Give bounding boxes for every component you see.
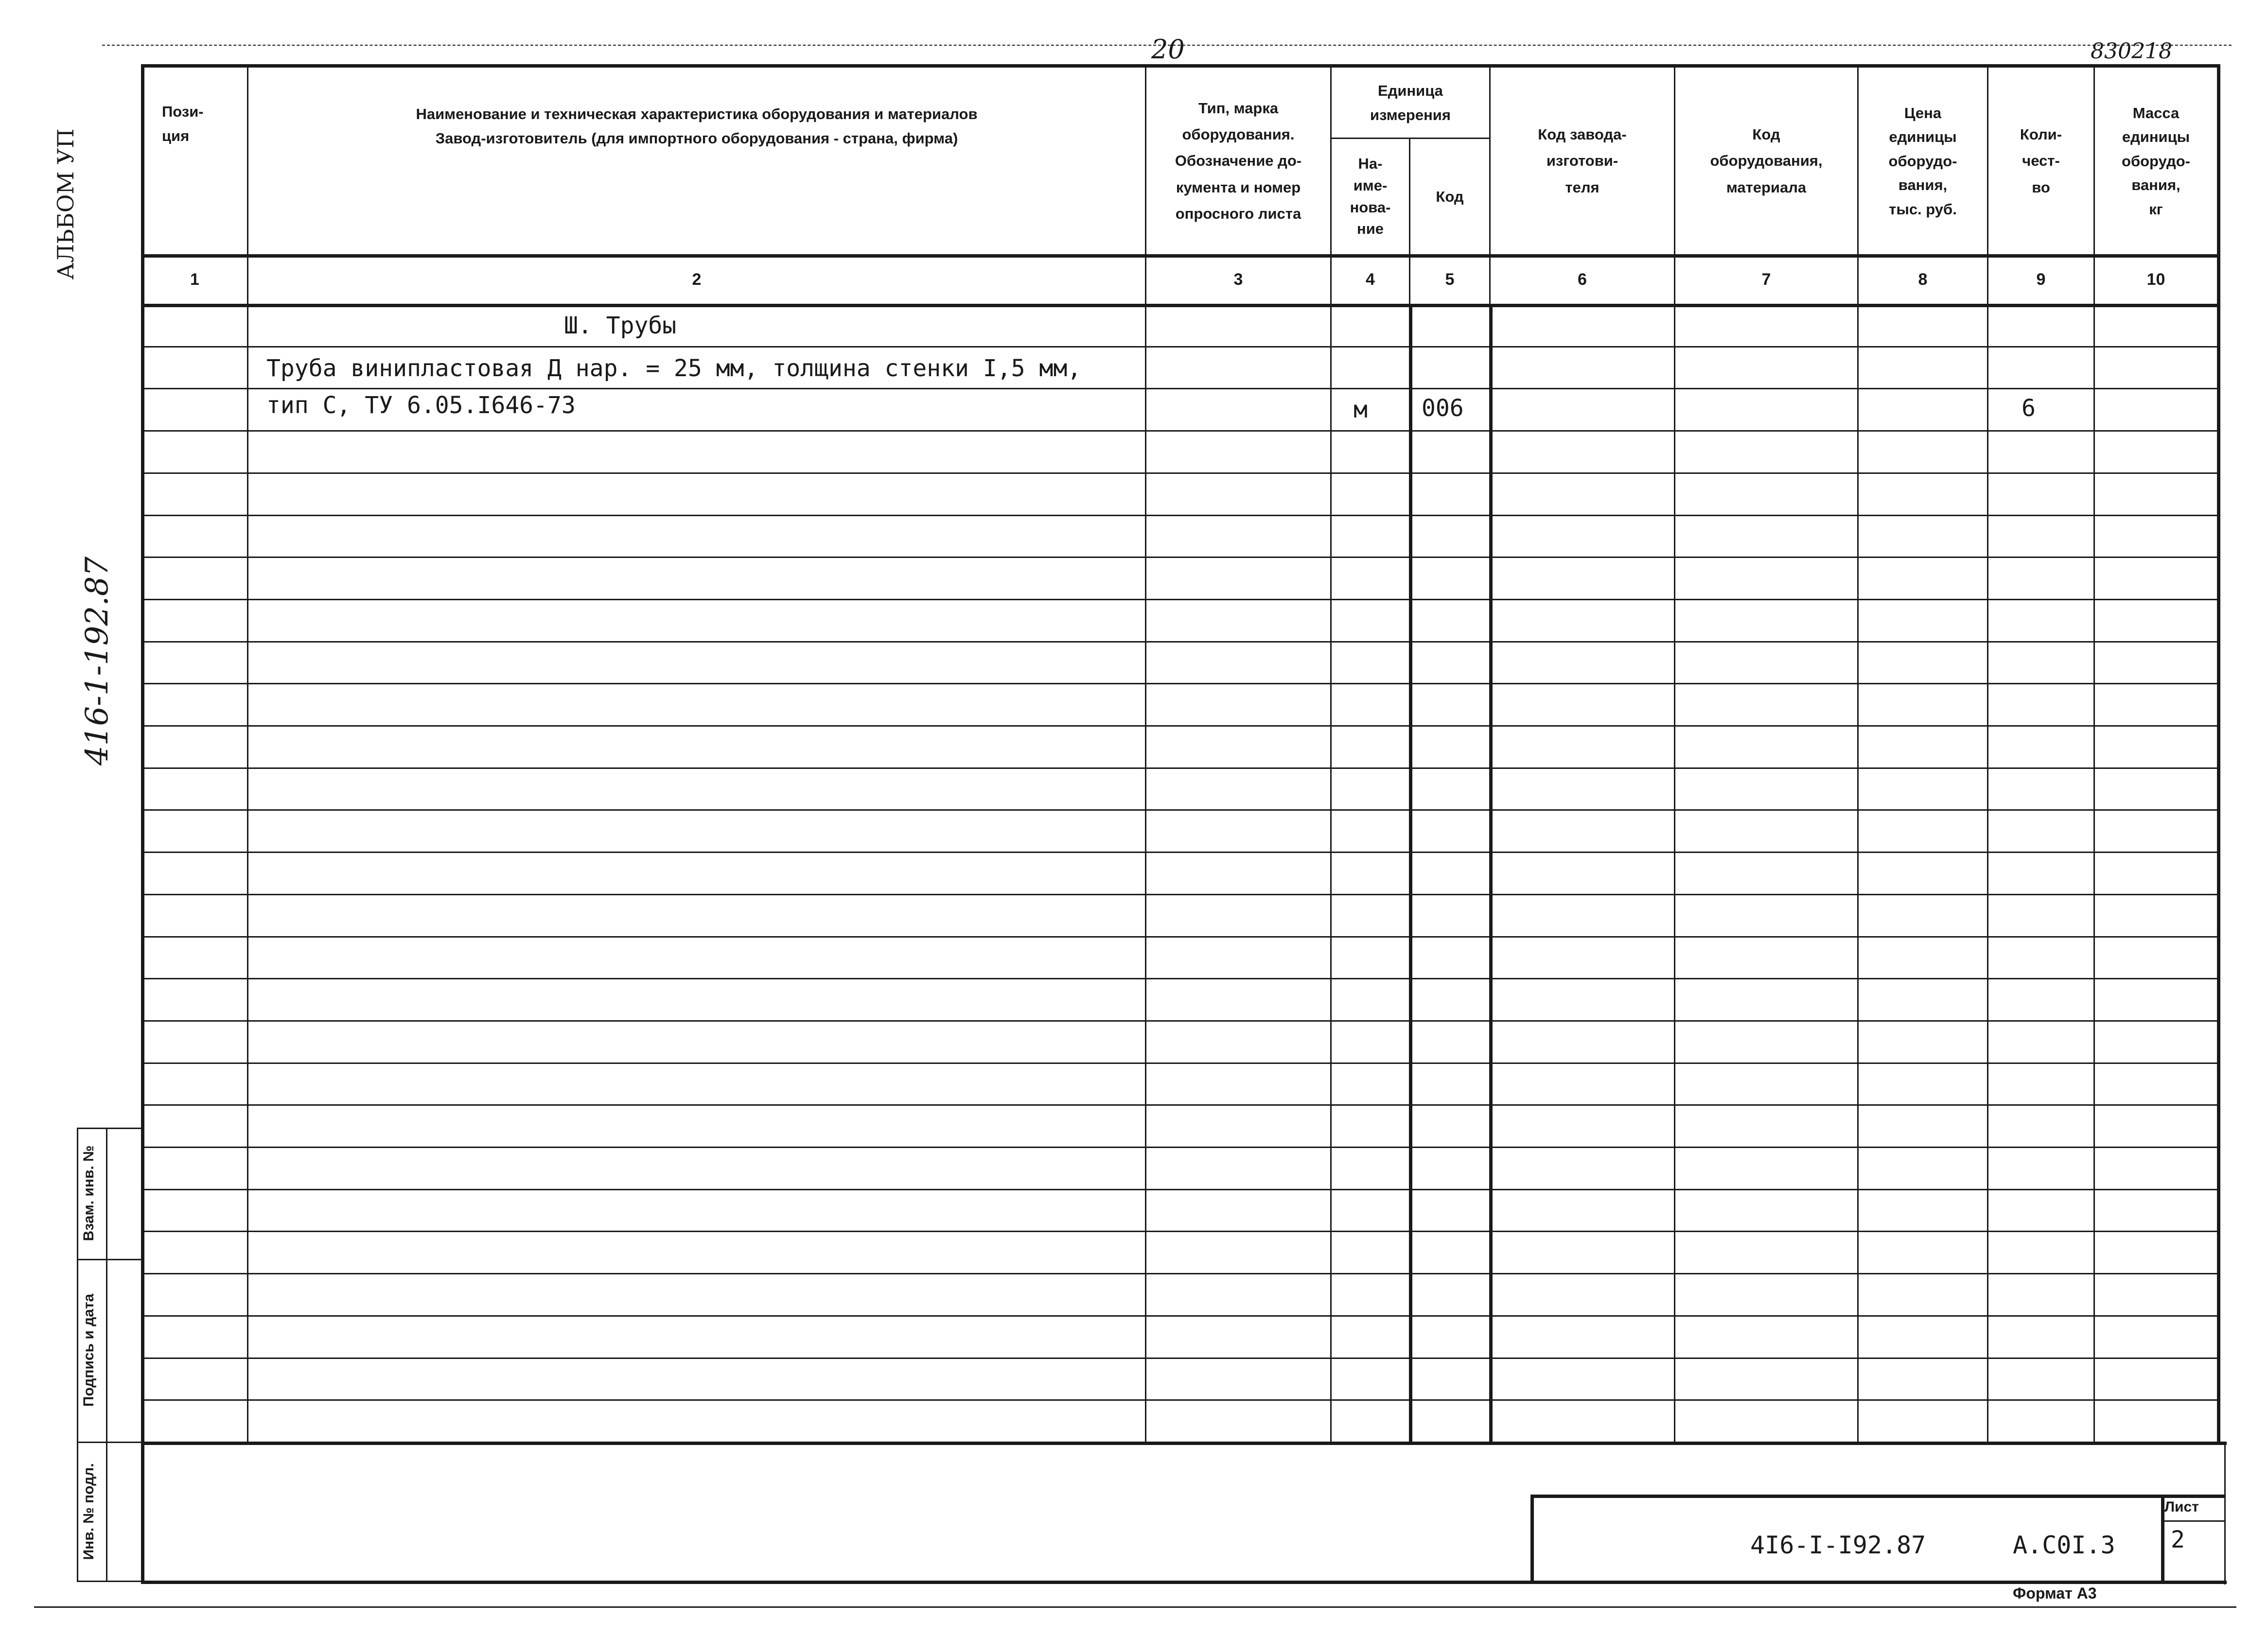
stamp-replace-inventory: Взам. инв. № [81,1145,97,1241]
header-mass: Масса единицы оборудо- вания, кг [2122,104,2190,218]
header-position: Пози- ция [162,103,204,144]
header-quantity: Коли- чест- во [2020,126,2062,196]
col-number-10: 10 [2146,270,2165,289]
header-price: Цена единицы оборудо- вания, тыс. руб. [1888,104,1957,218]
header-name: Наименование и техническая характеристика оборудования и материалов Завод-изготовитель (для импортного оборудования - страна, фирма) [416,105,978,147]
header-unit-code: Код [1436,188,1464,205]
col-number-6: 6 [1578,270,1587,289]
table-row-rule [141,1062,2217,1064]
table-row-rule [141,1231,2217,1232]
table-row-rule [141,346,2217,348]
top-right-code: 830218 [2091,39,2172,64]
format-label: Формат А3 [2013,1584,2097,1602]
header-type: Тип, марка оборудования. Обозначение до- кумента и номер опросного листа [1175,99,1302,222]
table-row-rule [141,683,2217,684]
item-description-line2: тип С, ТУ 6.05.I646-73 [266,392,576,419]
col-number-3: 3 [1233,270,1243,289]
header-equipment-code: Код оборудования, материала [1710,126,1823,196]
stamp-original-inventory: Инв. № подл. [81,1463,97,1560]
sheet-number: 2 [2171,1526,2185,1553]
section-title: Ш. Трубы [564,312,677,339]
table-row-rule [141,767,2217,769]
doc-code: 4I6-I-I92.87 [1750,1531,1926,1559]
table-row-rule [141,852,2217,853]
item-unit-name: м [1354,396,1368,423]
table-row-rule [141,1104,2217,1106]
table-row-rule [141,936,2217,938]
table-row-rule [141,1189,2217,1190]
table-row-rule [141,515,2217,516]
table-row-rule [141,1399,2217,1401]
table-row-rule [141,388,2217,389]
header-manufacturer-code: Код завода- изготови- теля [1538,126,1627,196]
table-row-rule [141,725,2217,727]
item-quantity: 6 [2022,395,2036,422]
table-row-rule [141,1147,2217,1148]
col-number-4: 4 [1366,270,1375,289]
table-row-rule [141,1358,2217,1359]
table-row-rule [141,557,2217,558]
table-row-rule [141,599,2217,600]
sheet-code: А.С0I.3 [2013,1531,2115,1559]
table-row-rule [141,1315,2217,1317]
col-number-7: 7 [1761,270,1771,289]
table-row-rule [141,809,2217,811]
header-unit-name: На- име- нова- ние [1350,155,1391,238]
table-row-rule [141,1020,2217,1022]
sheet-label: Лист [2164,1499,2199,1515]
stamp-signature-date: Подпись и дата [81,1293,97,1407]
item-description-line1: Труба винипластовая Д нар. = 25 мм, толщина стенки I,5 мм, [266,355,1082,382]
col-number-9: 9 [2036,270,2046,289]
col-number-5: 5 [1445,270,1455,289]
top-scan-line [102,45,2232,46]
side-album-label: АЛЬБОМ УП [53,128,79,280]
table-row-rule [141,894,2217,895]
col-number-8: 8 [1918,270,1928,289]
bottom-scan-line [34,1606,2236,1608]
col-number-1: 1 [190,270,199,289]
top-page-number: 20 [1151,34,1185,65]
table-row-rule [141,430,2217,432]
table-row-rule [141,641,2217,643]
side-project-label: 416-1-192.87 [79,556,115,766]
table-row-rule [141,472,2217,474]
col-number-2: 2 [692,270,702,289]
header-unit-group: Единица измерения [1370,82,1451,123]
table-row-rule [141,978,2217,979]
item-unit-code: 006 [1422,395,1464,422]
table-row-rule [141,1273,2217,1274]
